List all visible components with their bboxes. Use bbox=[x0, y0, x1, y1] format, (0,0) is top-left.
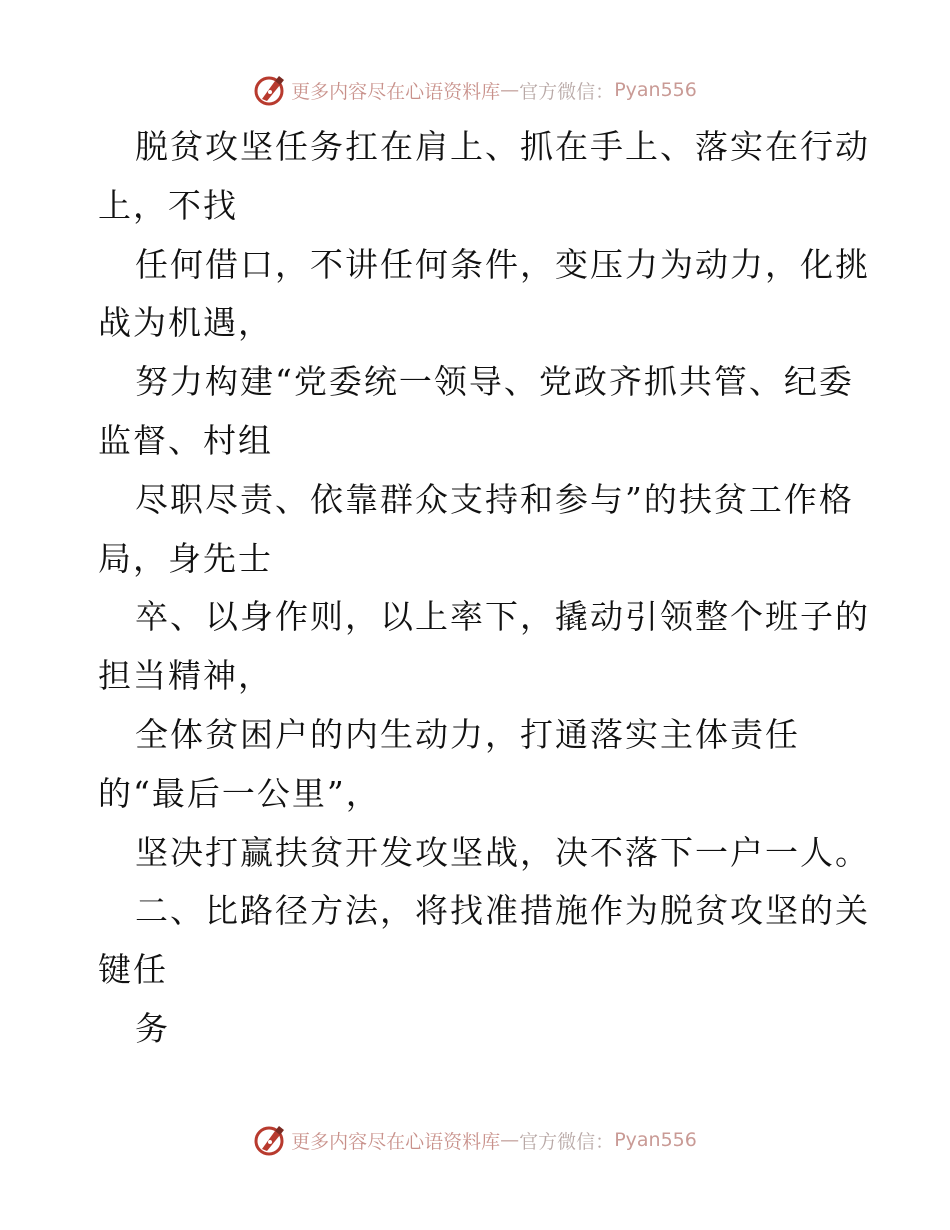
body-line: 努力构建“党委统一领导、党政齐抓共管、纪委 bbox=[135, 362, 854, 402]
body-line: 务 bbox=[135, 1008, 170, 1048]
header-wechat-label: 官方微信： bbox=[519, 80, 615, 103]
body-line: 上，不找 bbox=[98, 185, 238, 225]
body-line: 尽职尽责、依靠群众支持和参与”的扶贫工作格 bbox=[135, 479, 854, 519]
footer-wechat-label: 官方微信： bbox=[519, 1130, 615, 1153]
body-line: 键任 bbox=[98, 950, 168, 990]
footer-separator: — bbox=[500, 1129, 520, 1151]
header-separator: — bbox=[500, 79, 520, 101]
header-banner bbox=[0, 70, 950, 110]
body-line: 坚决打赢扶贫开发攻坚战，决不落下一户一人。 bbox=[135, 832, 870, 872]
body-line: 担当精神， bbox=[98, 656, 273, 696]
body-line: 二、比路径方法，将找准措施作为脱贫攻坚的关 bbox=[135, 891, 870, 931]
header-site-text: 更多内容尽在心语资料库 bbox=[291, 80, 501, 103]
body-line: 局，身先士 bbox=[98, 538, 273, 578]
body-line: 监督、村组 bbox=[98, 420, 273, 460]
footer-banner bbox=[0, 1120, 950, 1160]
footer-site-text: 更多内容尽在心语资料库 bbox=[291, 1130, 501, 1153]
body-line: 卒、以身作则，以上率下，撬动引领整个班子的 bbox=[135, 597, 870, 637]
footer-wechat-id: Pyan556 bbox=[614, 1129, 697, 1151]
pen-nib-circle-icon bbox=[253, 1123, 287, 1157]
body-line: 脱贫攻坚任务扛在肩上、抓在手上、落实在行动 bbox=[135, 127, 870, 166]
document-body bbox=[98, 118, 870, 1059]
header-wechat-id: Pyan556 bbox=[614, 79, 697, 101]
body-line: 全体贫困户的内生动力，打通落实主体责任 bbox=[135, 714, 800, 754]
body-line: 任何借口，不讲任何条件，变压力为动力，化挑 bbox=[135, 244, 870, 284]
body-line: 的“最后一公里”， bbox=[98, 773, 381, 813]
body-line: 战为机遇， bbox=[98, 303, 273, 343]
pen-nib-circle-icon bbox=[253, 73, 287, 107]
